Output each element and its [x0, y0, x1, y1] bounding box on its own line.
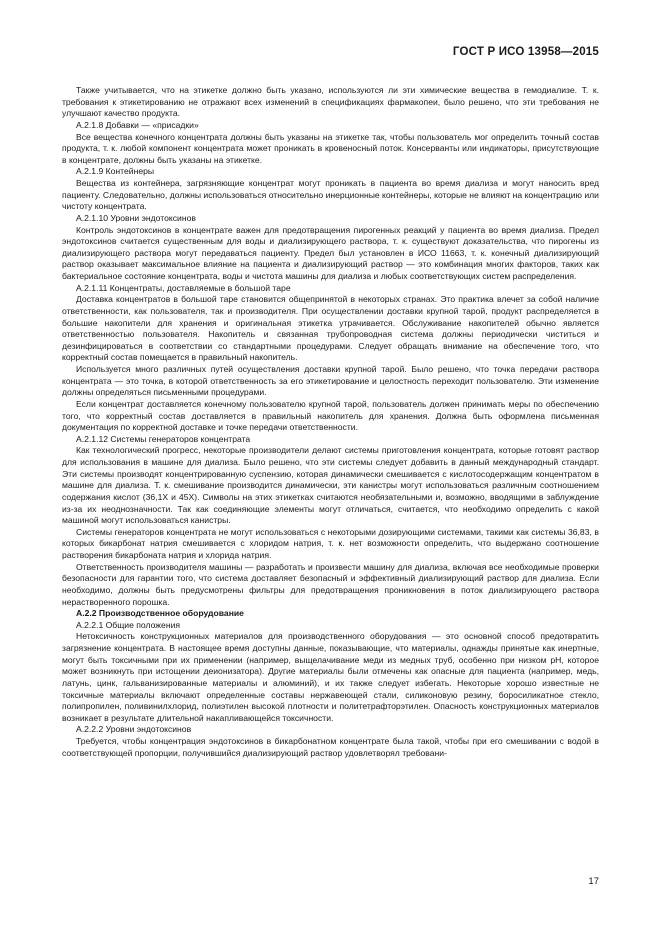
document-body	[62, 85, 599, 759]
section-heading-bold: А.2.2 Производственное оборудование	[76, 608, 244, 619]
section-heading: А.2.2.2 Уровни эндотоксинов	[76, 724, 192, 735]
paragraph: Вещества из контейнера, загрязняющие концентрат могут проникать в пациента во время диализа и могут наносить вред пациенту. Следовательно, должны использоваться относительно инерционные контейнеры, которые не влияют на концентрацию или чистоту концентрата.	[62, 178, 599, 212]
paragraph: Как технологический прогресс, некоторые производители делают системы приготовления концентрата, которые готовят раствор для использования в машине для диализа. Было решено, что эти системы следует добавить в данный международный стандарт. Эти системы производят концентрированную суспензию, которая динамически смешивается с кислотосодержащим концентратом в машине для диализа. Т. к. смешивание производится динамически, эти канистры могут использоваться различным соотношением содержания кислот (36,1Х и 45Х). Символы на этих этикетках считаются необязательными и, возможно, вводящими в заблуждение из-за их неоднозначности. Так как соединяющие элементы могут отличаться, считается, что необходимо определить с какой машиной могут использоваться канистры.	[62, 445, 599, 526]
paragraph: Если концентрат доставляется конечному пользователю крупной тарой, пользователь должен принимать меры по обеспечению того, что корректный состав доставляется в правильный накопитель для хранения. Должна быть оформлена письменная документация по корректной доставке и точке передачи ответственности.	[62, 398, 599, 433]
section-heading: А.2.1.8 Добавки — «присадки»	[76, 119, 199, 130]
page-number: 17	[588, 876, 599, 887]
paragraph: Системы генераторов концентрата не могут использоваться с некоторыми дозирующими системами, такими как системы 36,83, в которых бикарбонат натрия смешивается с хлоридом натрия, т. к. нет возможности определить, что выдержано соотношение растворения бикарбоната натрия и хлорида натрия.	[62, 526, 599, 560]
paragraph: Используется много различных путей осуществления доставки крупной тарой. Было решено, что точка передачи раствора концентрата — это точка, в которой ответственность за его этикетирование и целостность переходит пользователю. Эти изменение должны определяться письменными процедурами.	[62, 364, 599, 398]
section-heading: А.2.2.1 Общие положения	[76, 619, 181, 630]
section-heading: А.2.1.10 Уровни эндотоксинов	[76, 212, 196, 223]
paragraph: Доставка концентратов в большой таре становится общепринятой в некоторых странах. Это практика влечет за собой наличие ответственности, как пользователя, так и производителя. При осуществлении доставки крупной тарой, продукт распределяется в большие накопители для хранения и оригинальная этикетка утрачивается. Обслуживание накопителей обычно является ответственностью пользователя. Накопитель и связанная трубопроводная система должны периодически чиститься и дезинфицироваться в соответствии со стандартными процедурами. Следует обращать внимание на обеспечение того, что корректный состав помещается в правильный накопитель.	[62, 294, 599, 363]
paragraph: Ответственность производителя машины — разработать и произвести машину для диализа, включая все необходимые проверки безопасности для гарантии того, что система доставляет безопасный и эффективный диализирующий раствор для диализа. Если необходимо, должны быть предусмотрены фильтры для предотвращения проникновения в поток диализирующего раствора нерастворенного порошка.	[62, 561, 599, 607]
section-heading: А.2.1.11 Концентраты, доставляемые в большой таре	[76, 282, 291, 293]
section-heading: А.2.1.12 Системы генераторов концентрата	[76, 433, 251, 444]
paragraph: Требуется, чтобы концентрация эндотоксинов в бикарбонатном концентрате была такой, чтобы при его смешивании с водой в соответствующей пропорции, получившийся диализирующий раствор удовлетворял требовани-	[62, 736, 599, 758]
paragraph: Нетоксичность конструкционных материалов для производственного оборудования — это основной способ предотвратить загрязнение концентрата. В настоящее время доступны данные, показывающие, что материалы, однажды принятые как инертные, могут быть токсичными при их применении (например, выщелачивание меди из медных труб, особенно при низком pH, которое может возникнуть при истощении деионизатора). Другие материалы были отмечены как опасные для пациента (например, медь, латунь, цинк, гальванизированные материалы и алюминий), и их также следует избегать. Некоторые хорошо известные не токсичные материалы включают определенные составы нержавеющей стали, силиконовую резину, боросиликатное стекло, полипропилен, поливинилхлорид, полиэтилен высокой плотности и политетрафторэтилен. Опасность конструкционных материалов возникает в результате длительной накапливающейся токсичности.	[62, 631, 599, 723]
paragraph: Контроль эндотоксинов в концентрате важен для предотвращения пирогенных реакций у пациента во время диализа. Предел эндотоксинов считается существенным для воды и диализирующего раствора, т. к. существуют доказательства, что пирогены из диализирующего раствора могут передаваться пациенту. Предел был установлен в ИСО 11663, т. к. конечный диализирующий раствор оказывает максимальное влияние на пациента и диализирующий раствор — это комбинация многих факторов, таких как бактериальное состояние концентрата, воды и чистота машины для диализа и любых соответствующих систем распределения.	[62, 224, 599, 281]
paragraph: Все вещества конечного концентрата должны быть указаны на этикетке так, чтобы пользователь мог определить точный состав продукта, т. к. любой компонент концентрата может проникать в кровеносный поток. Консерванты или индикаторы, присутствующие в концентрате, должны быть указаны на этикетке.	[62, 131, 599, 165]
paragraph: Также учитывается, что на этикетке должно быть указано, используются ли эти химические вещества в гемодиализе. Т. к. требования к этикетированию не отражают всех изменений в спецификациях фармакопеи, было решено, что эти требования не улучшают качество продукта.	[62, 85, 599, 119]
section-heading: А.2.1.9 Контейнеры	[76, 166, 155, 177]
standard-code-header: ГОСТ Р ИСО 13958—2015	[452, 46, 599, 58]
